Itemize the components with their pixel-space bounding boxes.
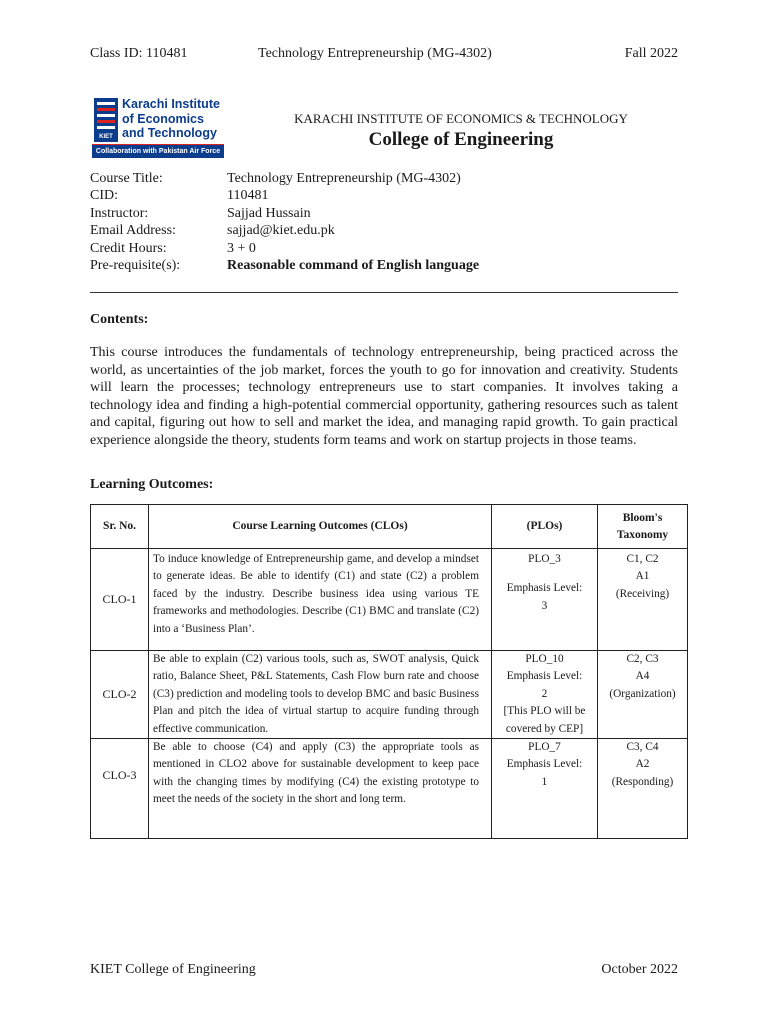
learning-outcomes-heading: Learning Outcomes: bbox=[90, 477, 214, 492]
logo-tagline: Collaboration with Pakistan Air Force bbox=[92, 145, 224, 158]
logo-wordmark: Karachi Institute of Economics and Technology bbox=[122, 97, 220, 140]
contents-paragraph: This course introduces the fundamentals of technology entrepreneurship, being practiced across the world, as uncertainties of the job market, forces the youth to go for innovation and creativity. Students will learn the processes; technology entrepreneurs use to start companies. It involves taking a technology idea and finding a high-potential commercial opportunity, gathering resources such as talent and capital, figuring out how to sell and market the idea, and managing rapid growth. To gain practical experience alongside the theory, students form teams and work on startup projects in those teams. bbox=[90, 345, 678, 448]
learning-outcomes-table bbox=[90, 504, 688, 839]
kiet-emblem-icon bbox=[94, 98, 118, 142]
header-course: Technology Entrepreneurship (MG-4302) bbox=[258, 46, 492, 61]
table-header-row bbox=[91, 505, 688, 549]
footer-right: October 2022 bbox=[601, 962, 678, 977]
college-title: College of Engineering bbox=[368, 129, 554, 150]
contents-heading: Contents: bbox=[90, 312, 149, 327]
header-class-id: Class ID: 110481 bbox=[90, 46, 188, 61]
table-row: CLO-1 To induce knowledge of Entrepreneurship game, and develop a mindset to generate ideas. Be able to identify (C1) and state (C2) a problem faced by the industry. Describe business idea using various TE frameworks and methodologies. Describe (C1) BMC and translate (C2) into a ‘Business Plan’. PLO_3 Emphasis Level: 3 C1, C2 A1 (Receiving) bbox=[91, 549, 688, 651]
table-row: CLO-3 Be able to choose (C4) and apply (C3) the appropriate tools as mentioned in CLO2 above for sustainable development to keep pace with the changing times by modifying (C4) the existing prototype to meet the needs of the society in the short and long term. PLO_7 Emphasis Level: 1 C3, C4 A2 (Responding) bbox=[91, 739, 688, 839]
divider bbox=[90, 292, 678, 293]
col-header-bloom: Bloom's Taxonomy bbox=[598, 505, 688, 549]
svg-text:KIET: KIET bbox=[99, 134, 113, 140]
kiet-logo bbox=[92, 97, 224, 159]
col-header-clo: Course Learning Outcomes (CLOs) bbox=[149, 505, 492, 549]
col-header-plo: (PLOs) bbox=[492, 505, 598, 549]
email-link[interactable]: sajjad@kiet.edu.pk bbox=[227, 223, 335, 239]
col-header-sr: Sr. No. bbox=[91, 505, 149, 549]
header-term: Fall 2022 bbox=[624, 46, 678, 61]
table-row: CLO-2 Be able to explain (C2) various tools, such as, SWOT analysis, Quick ratio, Balance Sheet, P&L Statements, Cash Flow burn rate and choose (C3) prediction and modeling tools to develop BMC and basic Business Plan and pitch the idea of virtual startup to acquire funding through effective communication. PLO_10 Emphasis Level: 2 [This PLO will be covered by CEP] C2, C3 A4 (Organization) bbox=[91, 651, 688, 739]
footer-left: KIET College of Engineering bbox=[90, 962, 256, 977]
institution-name: KARACHI INSTITUTE OF ECONOMICS & TECHNOLOGY bbox=[294, 111, 628, 126]
